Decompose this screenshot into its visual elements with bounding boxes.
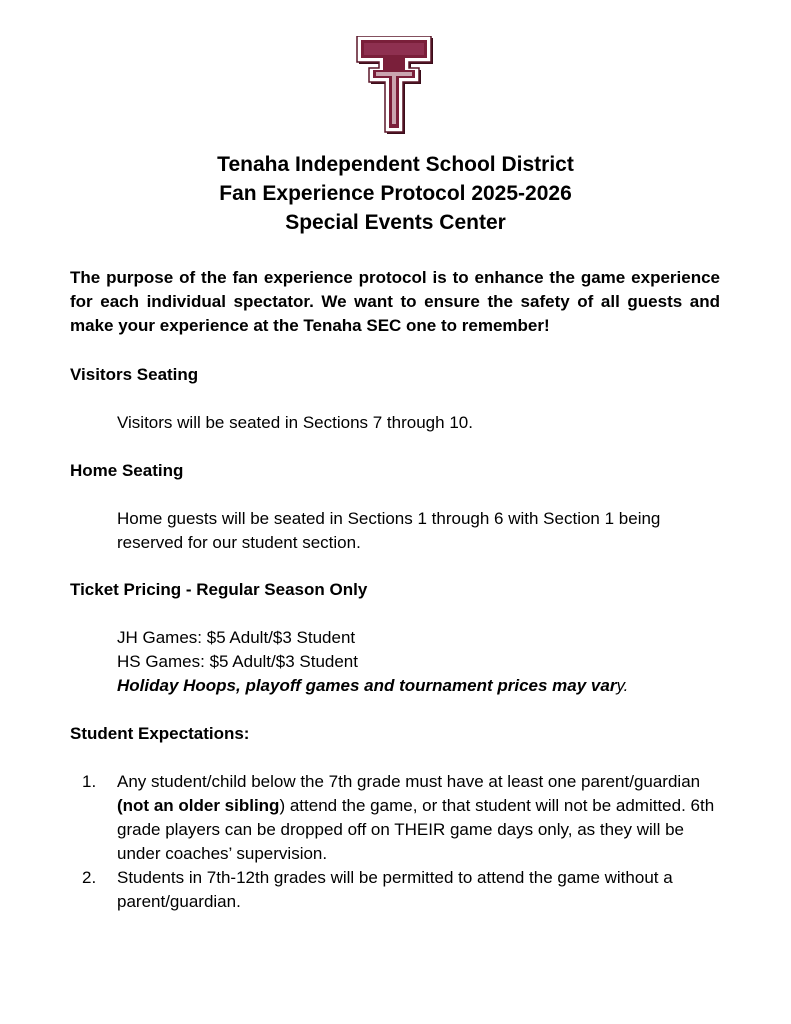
jh-pricing: JH Games: $5 Adult/$3 Student [117, 628, 356, 647]
pricing-note-end: y. [616, 676, 629, 695]
title-line: Tenaha Independent School District [217, 153, 574, 176]
list-number: 1. [82, 772, 97, 791]
intro-paragraph: The purpose of the fan experience protocol is to enhance the game experience for each individual spectator. We want to ensure the safety of all guests and make your experience at the Tenaha SEC one to remember! [70, 268, 720, 335]
pricing-note-bold: Holiday Hoops, playoff games and tournament prices may var [117, 676, 617, 695]
item-text: Any student/child below the 7th grade must have at least one parent/guardian [117, 772, 701, 791]
visitors-text: Visitors will be seated in Sections 7 through 10. [117, 413, 473, 432]
title-line: Special Events Center [285, 211, 506, 234]
list-item [117, 770, 727, 866]
item-text: ) attend the game, or that student will not be admitted. 6th grade players can be dropped off on THEIR game days only, as they will be under coaches’ supervision. [117, 796, 715, 863]
tickets-heading: Ticket Pricing - Regular Season Only [70, 580, 368, 599]
hs-pricing: HS Games: $5 Adult/$3 Student [117, 652, 358, 671]
title-line: Fan Experience Protocol 2025-2026 [219, 182, 572, 205]
pricing-note [117, 674, 628, 698]
page-title [0, 150, 791, 237]
double-t-logo [355, 36, 437, 136]
home-heading: Home Seating [70, 461, 184, 480]
list-number: 2. [82, 868, 97, 887]
item-bold: (not an older sibling [117, 796, 280, 815]
visitors-heading: Visitors Seating [70, 365, 199, 384]
list-item: Students in 7th-12th grades will be permitted to attend the game without a parent/guardian. [117, 868, 673, 911]
home-text: Home guests will be seated in Sections 1 through 6 with Section 1 being reserved for our student section. [117, 509, 661, 552]
students-heading: Student Expectations: [70, 724, 250, 743]
